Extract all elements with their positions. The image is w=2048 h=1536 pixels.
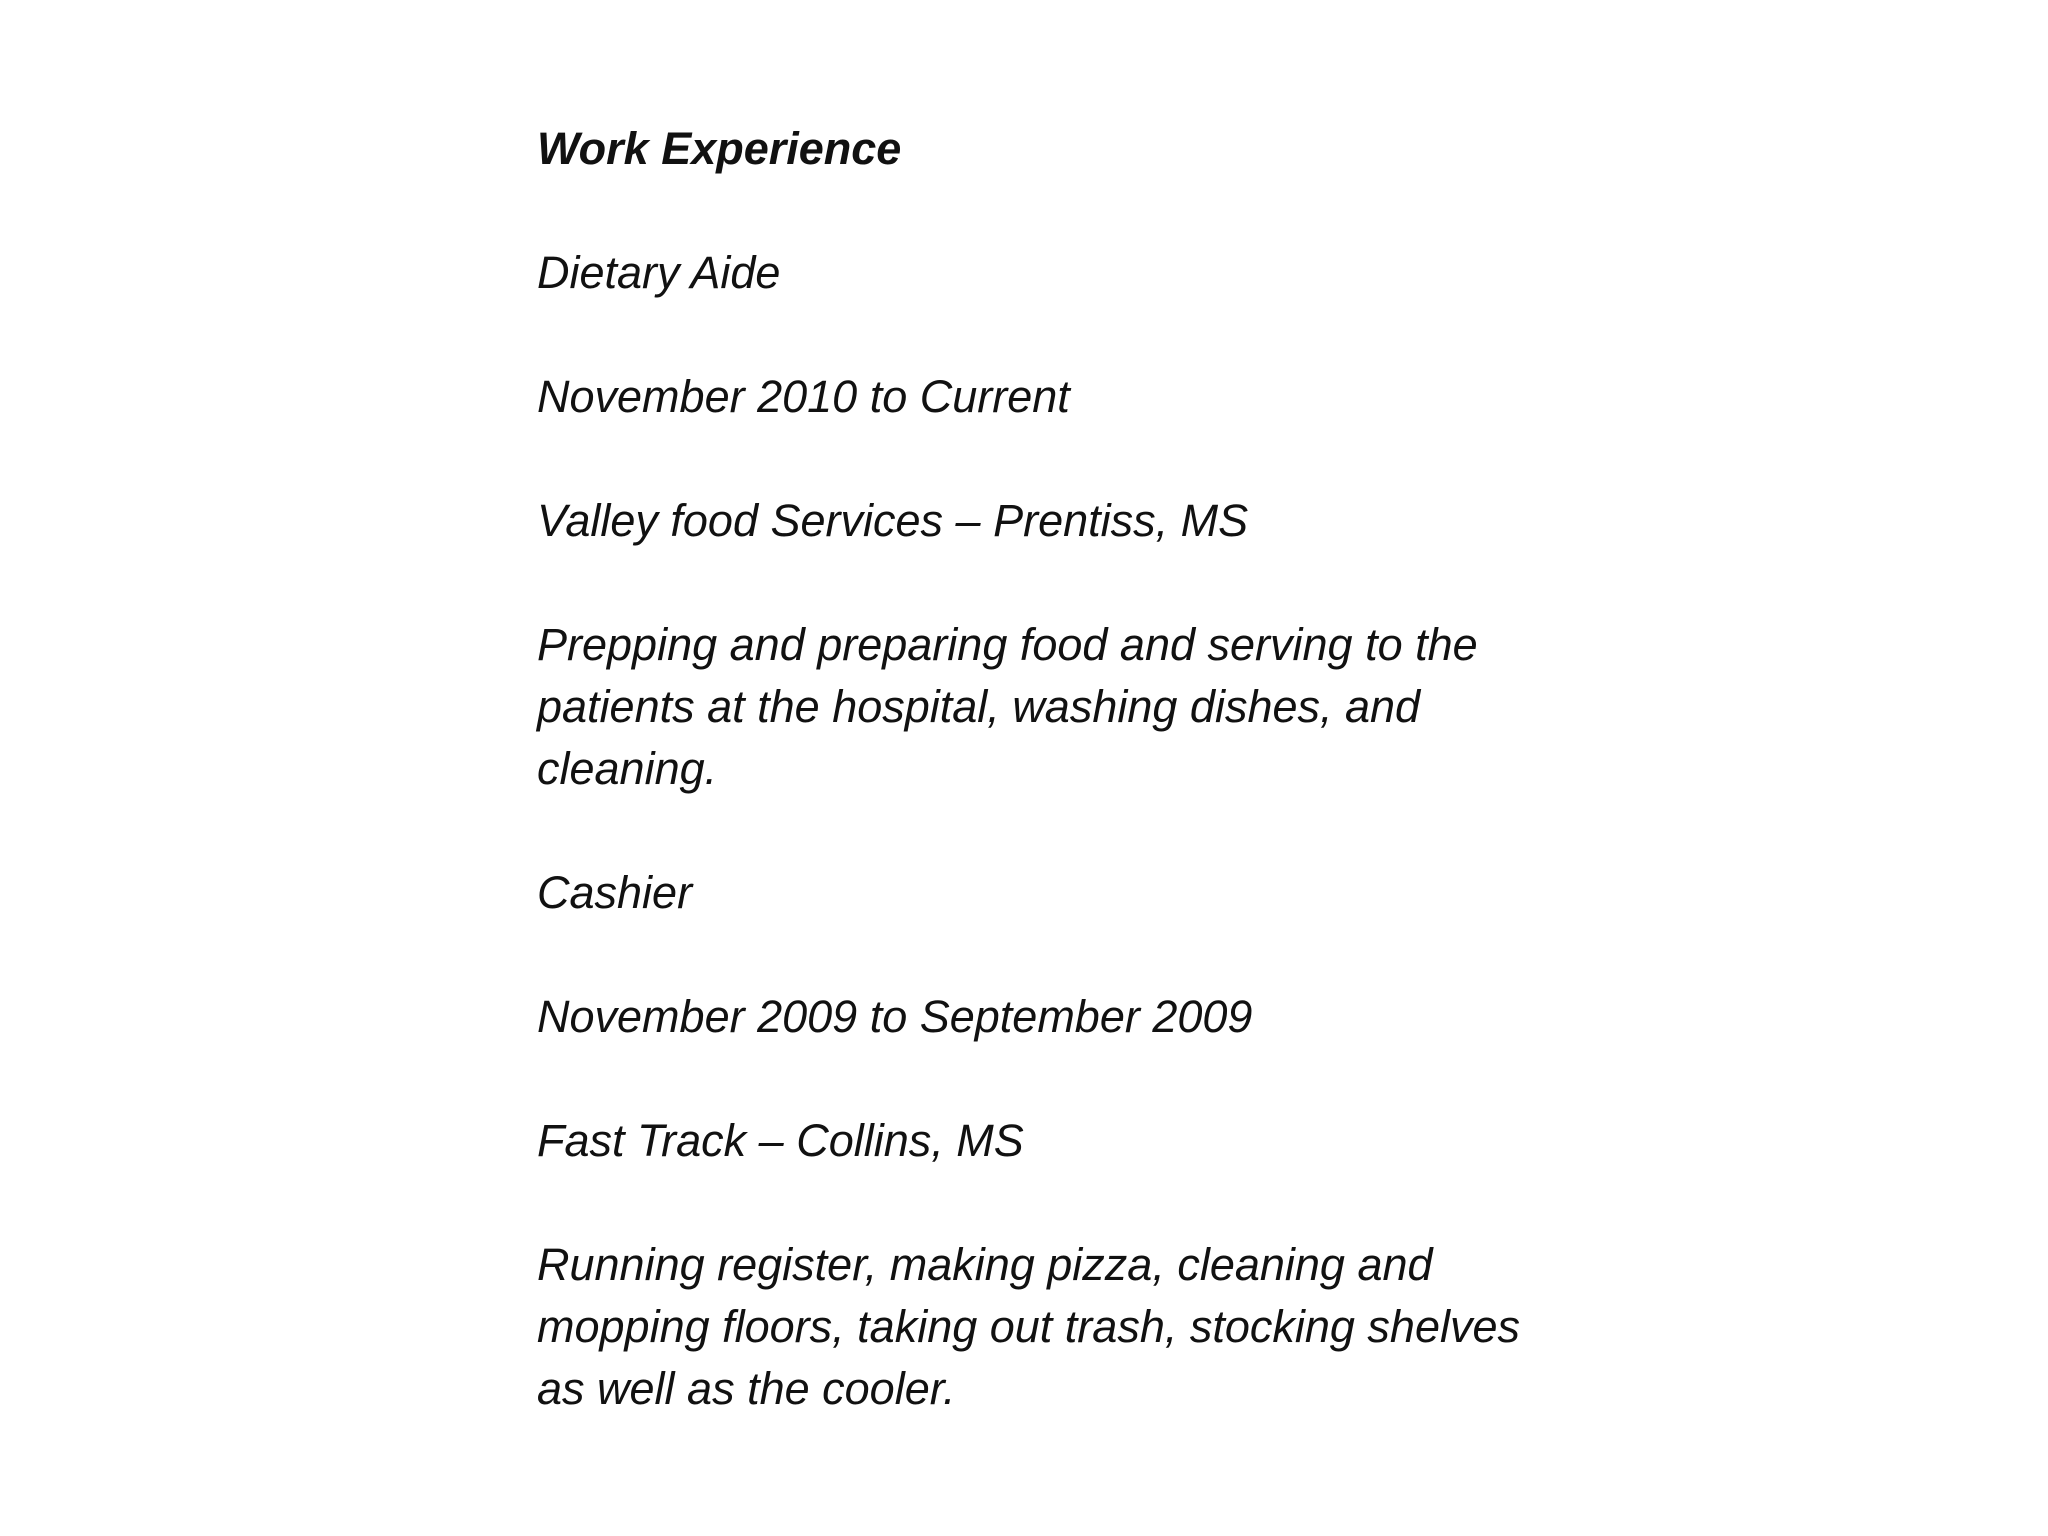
section-title: Work Experience — [537, 123, 902, 174]
job-title: Dietary Aide — [537, 247, 781, 298]
job-employer: Valley food Services – Prentiss, MS — [537, 495, 1249, 546]
job-dates: November 2009 to September 2009 — [537, 991, 1253, 1042]
work-experience-section — [537, 118, 1597, 1420]
job-title: Cashier — [537, 867, 693, 918]
job-employer: Fast Track – Collins, MS — [537, 1115, 1024, 1166]
job-description: Prepping and preparing food and serving to the patients at the hospital, washing dishes, and cleaning. — [537, 619, 1478, 794]
job-description: Running register, making pizza, cleaning and mopping floors, taking out trash, stocking shelves as well as the cooler. — [537, 1239, 1521, 1414]
job-dates: November 2010 to Current — [537, 371, 1070, 422]
